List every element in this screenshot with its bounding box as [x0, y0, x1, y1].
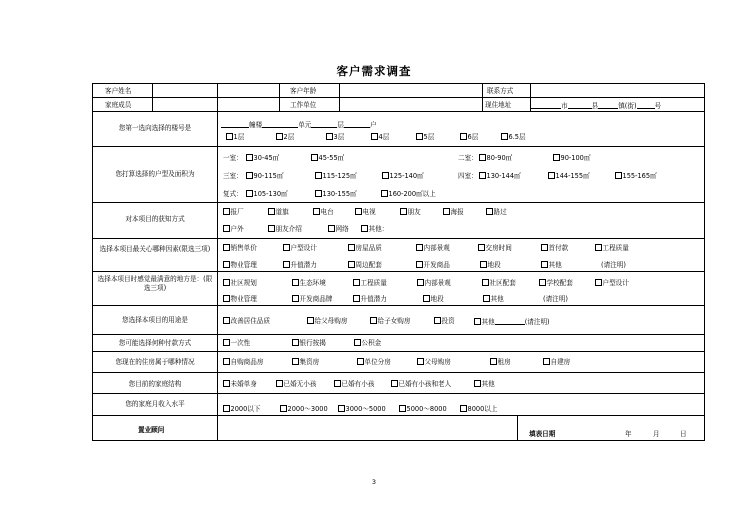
q3-opt-10[interactable]: 网络	[328, 225, 349, 233]
q9-opt-2[interactable]: 已婚无小孩	[276, 380, 316, 388]
q2-duplex-opt-3[interactable]: 160-200㎡以上	[381, 190, 436, 198]
row-divider	[93, 271, 704, 272]
row-divider	[93, 238, 704, 239]
q5-opt-2[interactable]: 生态环境	[292, 279, 326, 287]
q5-opt-9[interactable]: 开发商品牌	[292, 295, 332, 303]
q10-opt-5[interactable]: 8000以上	[460, 405, 497, 413]
q1-floor-3[interactable]: 3层	[326, 133, 344, 141]
q7-opt-3[interactable]: 公积金	[354, 339, 381, 347]
q3-opt-9[interactable]: 朋友介绍	[268, 225, 302, 233]
q9-opt-3[interactable]: 已婚有小孩	[334, 380, 374, 388]
q1-label: 您第一选向选择的楼号是	[118, 124, 192, 132]
q5-opt-10[interactable]: 升值潜力	[353, 295, 387, 303]
q2-three-opt-1[interactable]: 90-115㎡	[246, 172, 283, 180]
row-divider	[93, 393, 704, 394]
col-divider	[339, 84, 340, 111]
contact-label: 联系方式	[487, 87, 514, 95]
q7-opt-1[interactable]: 一次性	[223, 339, 250, 347]
date-month: 月	[653, 430, 660, 438]
family-members-label: 家庭成员	[105, 101, 132, 109]
q1-building-fields[interactable]: 幢楼 单元 层 户	[221, 120, 377, 129]
q4-opt-3[interactable]: 房屋品质	[348, 244, 382, 252]
q4-opt-11[interactable]: 开发商品	[416, 261, 450, 269]
row-divider	[93, 372, 704, 373]
q4-opt-7[interactable]: 工程质量	[595, 244, 629, 252]
q3-opt-11[interactable]: 其他：	[361, 225, 388, 233]
q9-opt-5[interactable]: 其他	[474, 380, 495, 388]
q10-label: 您的家庭月收入水平	[125, 400, 185, 408]
fill-date-label: 填表日期	[529, 430, 556, 438]
row-divider	[93, 97, 704, 98]
q2-four-opt-2[interactable]: 144-155㎡	[548, 172, 590, 180]
q4-opt-2[interactable]: 户型设计	[283, 244, 317, 252]
q2-three-opt-2[interactable]: 115-125㎡	[315, 172, 357, 180]
q1-floor-1[interactable]: 1层	[226, 133, 244, 141]
q8-opt-4[interactable]: 父母购房	[417, 358, 451, 366]
q5-opt-8[interactable]: 物业管理	[223, 295, 257, 303]
q5-opt-3[interactable]: 工程质量	[353, 279, 387, 287]
q10-opt-4[interactable]: 5000～8000	[399, 405, 447, 413]
q3-opt-3[interactable]: 电台	[313, 208, 334, 216]
q8-label: 您现在的住房属于哪种情况	[115, 358, 195, 366]
col-divider	[217, 84, 218, 440]
q4-opt-5[interactable]: 交房时间	[478, 244, 512, 252]
date-year: 年	[625, 430, 632, 438]
q6-opt-2[interactable]: 给父母购房	[307, 317, 347, 325]
q1-floor-2[interactable]: 2层	[276, 133, 294, 141]
address-field[interactable]: 市 县 镇(街) 号	[531, 101, 661, 110]
q6-opt-1[interactable]: 改善居住品质	[223, 317, 270, 325]
q4-opt-6[interactable]: 首付款	[541, 244, 568, 252]
q3-opt-4[interactable]: 电视	[355, 208, 376, 216]
q1-floor-6[interactable]: 6层	[460, 133, 478, 141]
q8-opt-2[interactable]: 集资房	[292, 358, 319, 366]
q5-opt-1[interactable]: 社区规划	[223, 279, 257, 287]
q6-opt-5[interactable]: 其他	[474, 318, 495, 326]
q8-opt-6[interactable]: 自建房	[543, 358, 570, 366]
date-day: 日	[680, 430, 687, 438]
q5-note: (请注明)	[543, 295, 568, 303]
q2-four-opt-3[interactable]: 155-165㎡	[615, 172, 657, 180]
q5-opt-7[interactable]: 户型设计	[595, 279, 629, 287]
q2-one-opt-2[interactable]: 45-55㎡	[311, 154, 344, 162]
q5-opt-11[interactable]: 地段	[423, 295, 444, 303]
q3-opt-5[interactable]: 朋友	[400, 208, 421, 216]
q4-opt-13[interactable]: 其他	[541, 261, 562, 269]
q4-opt-10[interactable]: 周边配套	[348, 261, 382, 269]
q6-opt-3[interactable]: 给子女购房	[370, 317, 410, 325]
q10-opt-2[interactable]: 2000～3000	[280, 405, 328, 413]
q4-label: 选择本项目最关心哪种因素(限选三项)	[99, 245, 211, 253]
col-divider	[517, 415, 518, 440]
q1-floor-4[interactable]: 4层	[371, 133, 389, 141]
q6-other-field[interactable]: 其他 (请注明)	[474, 317, 550, 326]
q2-two-room: 二室：	[458, 154, 478, 162]
q3-opt-6[interactable]: 海报	[443, 208, 464, 216]
page-number: 3	[371, 478, 377, 486]
q2-two-opt-1[interactable]: 80-90㎡	[479, 154, 512, 162]
q1-floor-6-5[interactable]: 6.5层	[501, 133, 526, 141]
q4-opt-12[interactable]: 地段	[480, 261, 501, 269]
q4-opt-9[interactable]: 升值潜力	[283, 261, 317, 269]
q2-duplex-opt-2[interactable]: 130-155㎡	[315, 190, 357, 198]
q2-three-room: 三室：	[223, 172, 243, 180]
q2-three-opt-3[interactable]: 125-140㎡	[382, 172, 424, 180]
q3-opt-7[interactable]: 路过	[486, 208, 507, 216]
col-divider	[482, 84, 483, 111]
q8-opt-5[interactable]: 租房	[490, 358, 511, 366]
customer-age-label: 客户年龄	[290, 87, 317, 95]
q1-floor-5[interactable]: 5层	[416, 133, 434, 141]
col-divider	[152, 84, 153, 111]
q4-opt-8[interactable]: 物业管理	[223, 261, 257, 269]
q4-opt-1[interactable]: 销售单价	[223, 244, 257, 252]
page-title: 客户需求调查	[336, 64, 412, 78]
q8-opt-3[interactable]: 单位分房	[357, 358, 391, 366]
row-divider	[93, 202, 704, 203]
q7-opt-2[interactable]: 银行按揭	[292, 339, 326, 347]
q7-label: 您可能选择何种付款方式	[118, 339, 192, 347]
q10-opt-3[interactable]: 3000～5000	[338, 405, 386, 413]
row-divider	[93, 146, 704, 147]
q5-opt-5[interactable]: 社区配套	[482, 279, 516, 287]
survey-table	[92, 83, 705, 441]
q2-label: 您打算选择的户型及面积为	[115, 170, 195, 178]
q3-opt-2[interactable]: 道旗	[268, 208, 289, 216]
q4-opt-4[interactable]: 内部景观	[416, 244, 450, 252]
q5-opt-6[interactable]: 学校配套	[539, 279, 573, 287]
q10-opt-1[interactable]: 2000以下	[223, 405, 260, 413]
workplace-label: 工作单位	[290, 101, 317, 109]
customer-name-label: 客户姓名	[105, 87, 132, 95]
q5-opt-4[interactable]: 内部景观	[417, 279, 451, 287]
q2-duplex: 复式：	[223, 190, 243, 198]
q3-label: 对本项目的获知方式	[125, 215, 185, 223]
q5-label: 选择本项目时感觉最满意的地方是：(限选三项)	[97, 275, 213, 292]
q9-opt-1[interactable]: 未婚单身	[223, 380, 257, 388]
q2-one-room: 一室：	[223, 154, 243, 162]
q9-opt-4[interactable]: 已婚有小孩和老人	[391, 380, 451, 388]
q9-label: 您目前的家庭结构	[128, 380, 182, 388]
col-divider	[279, 84, 280, 111]
row-divider	[93, 111, 704, 112]
current-address-label: 现住地址	[485, 101, 512, 109]
q8-opt-1[interactable]: 自购商品房	[223, 358, 263, 366]
q6-opt-4[interactable]: 投资	[434, 317, 455, 325]
q2-two-opt-2[interactable]: 90-100㎡	[553, 154, 590, 162]
q6-label: 您选择本项目的用途是	[122, 316, 188, 324]
q5-opt-12[interactable]: 其他	[483, 295, 504, 303]
q4-note: (请注明)	[601, 261, 626, 269]
q3-opt-8[interactable]: 户外	[223, 225, 244, 233]
row-divider	[93, 305, 704, 306]
consultant-label: 置业顾问	[138, 426, 165, 434]
row-divider	[93, 351, 704, 352]
q2-duplex-opt-1[interactable]: 105-130㎡	[246, 190, 288, 198]
q3-opt-1[interactable]: 报厂	[223, 208, 244, 216]
row-divider	[93, 415, 704, 416]
q2-one-opt-1[interactable]: 30-45㎡	[246, 154, 279, 162]
q2-four-room: 四室：	[458, 172, 478, 180]
q2-four-opt-1[interactable]: 130-144㎡	[479, 172, 521, 180]
row-divider	[93, 334, 704, 335]
